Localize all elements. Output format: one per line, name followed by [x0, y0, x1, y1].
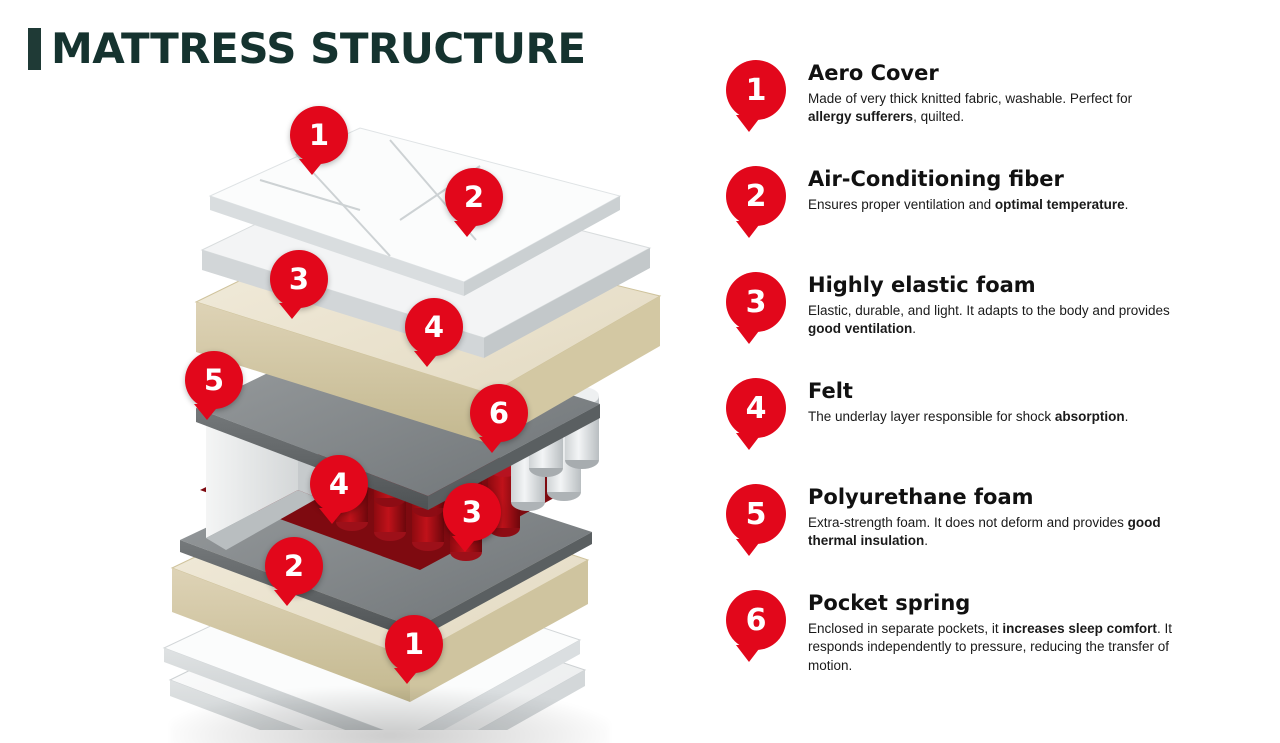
diagram-marker-1-bottom[interactable]: 1: [385, 615, 443, 673]
legend-text-4: [808, 378, 1128, 426]
diagram-marker-2-top[interactable]: 2: [445, 168, 503, 226]
legend-badge-2: 2: [726, 166, 786, 226]
diagram-marker-6[interactable]: 6: [470, 384, 528, 442]
legend-desc-6: Enclosed in separate pockets, it increases sleep comfort. It responds independently to pressure, reducing the transfer of motion.: [808, 621, 1172, 673]
legend-item-1[interactable]: [726, 60, 1246, 138]
legend-title-1: Aero Cover: [808, 61, 939, 85]
legend-text-5: [808, 484, 1178, 551]
page-title-text: MATTRESS STRUCTURE: [51, 24, 586, 73]
floor-shadow: [170, 688, 610, 743]
title-accent-bar: [28, 28, 41, 70]
mattress-illustration: [60, 70, 700, 730]
legend-item-2[interactable]: [726, 166, 1246, 244]
legend-title-2: Air-Conditioning fiber: [808, 167, 1064, 191]
legend-title-4: Felt: [808, 379, 853, 403]
legend-badge-3: 3: [726, 272, 786, 332]
mattress-exploded-svg: [60, 70, 700, 730]
legend-item-5[interactable]: [726, 484, 1246, 562]
legend-text-1: [808, 60, 1178, 127]
legend-title-5: Polyurethane foam: [808, 485, 1034, 509]
legend-item-6[interactable]: [726, 590, 1246, 675]
legend-desc-3: Elastic, durable, and light. It adapts to the body and provides good ventilation.: [808, 303, 1170, 337]
diagram-marker-5[interactable]: 5: [185, 351, 243, 409]
legend-badge-1: 1: [726, 60, 786, 120]
diagram-marker-1-top[interactable]: 1: [290, 106, 348, 164]
legend-text-6: [808, 590, 1178, 675]
legend-badge-5: 5: [726, 484, 786, 544]
legend-desc-2: Ensures proper ventilation and optimal temperature.: [808, 197, 1129, 213]
legend-title-6: Pocket spring: [808, 591, 971, 615]
diagram-marker-3-top[interactable]: 3: [270, 250, 328, 308]
legend-text-2: [808, 166, 1128, 214]
legend-badge-6: 6: [726, 590, 786, 650]
diagram-marker-3-bottom[interactable]: 3: [443, 483, 501, 541]
legend-desc-1: Made of very thick knitted fabric, washable. Perfect for allergy sufferers, quilted.: [808, 91, 1133, 125]
diagram-marker-4-bottom[interactable]: 4: [310, 455, 368, 513]
legend-desc-4: The underlay layer responsible for shock absorption.: [808, 409, 1129, 425]
diagram-marker-2-bottom[interactable]: 2: [265, 537, 323, 595]
legend-item-3[interactable]: [726, 272, 1246, 350]
legend-list: [726, 60, 1246, 703]
legend-desc-5: Extra-strength foam. It does not deform and provides good thermal insulation.: [808, 515, 1161, 549]
legend-text-3: [808, 272, 1178, 339]
legend-item-4[interactable]: [726, 378, 1246, 456]
legend-title-3: Highly elastic foam: [808, 273, 1036, 297]
legend-badge-4: 4: [726, 378, 786, 438]
page-title: [28, 24, 586, 73]
diagram-marker-4-top[interactable]: 4: [405, 298, 463, 356]
